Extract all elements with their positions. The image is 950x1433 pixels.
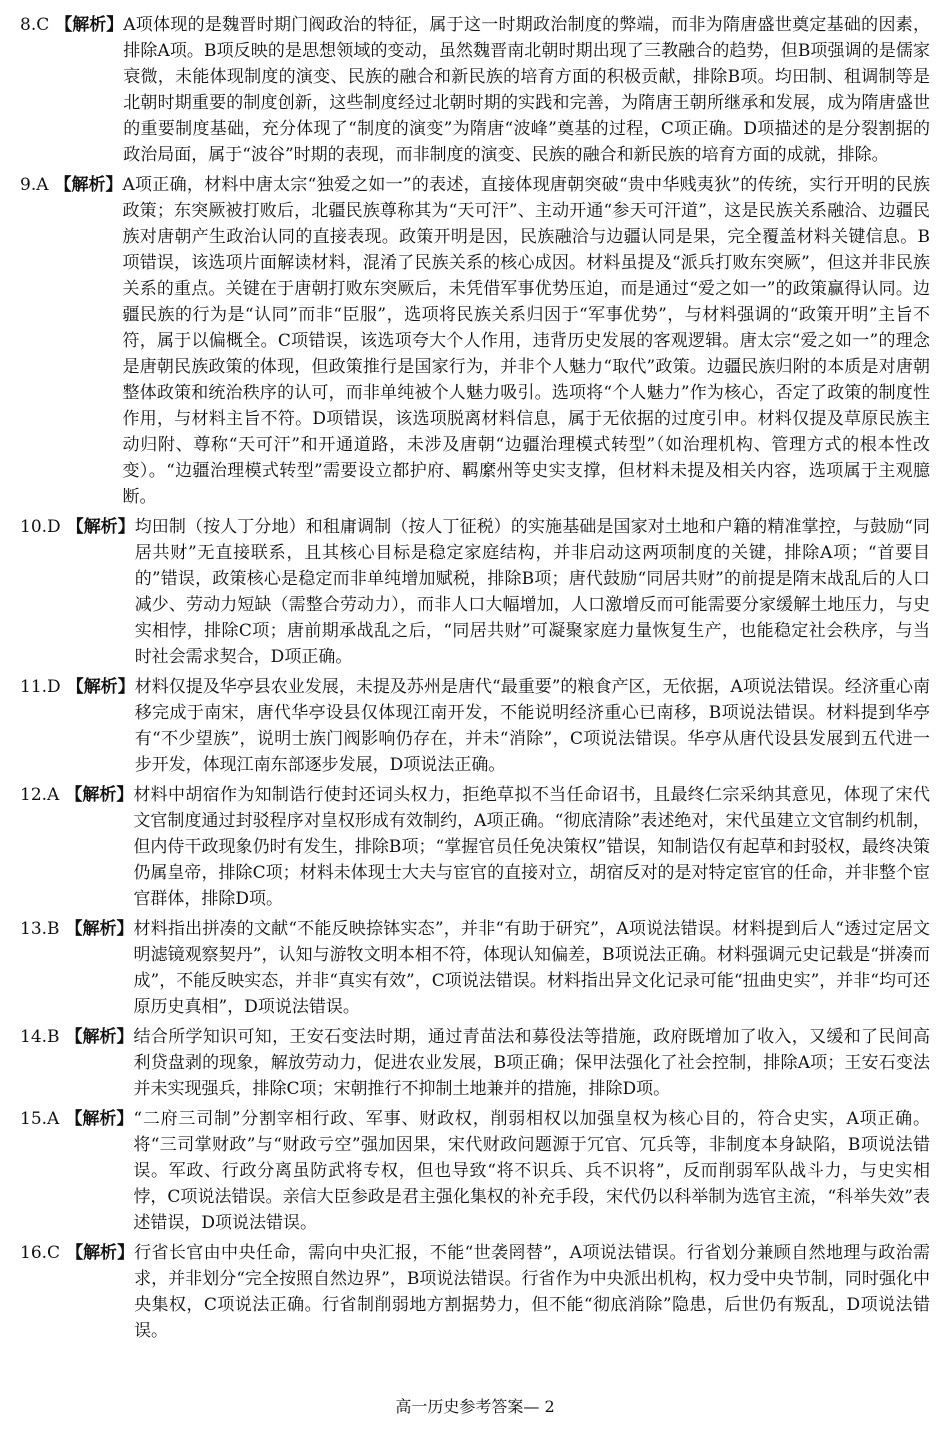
question-block-14 — [20, 1024, 930, 1102]
answer-letter: C — [47, 1243, 61, 1263]
explanation-text: 材料指出拼凑的文献“不能反映捺钵实态”，并非“有助于研究”，A项说法错误。材料提到后人“透过定居文明滤镜观察契丹”，认知与游牧文明本相不符，体现认知偏差，B项说法正确。材料强调元史记载是“拼凑而成”，不能反映实态，并非“真实有效”，C项说法错误。材料指出异文化记录可能“扭曲史实”，并非“均可还原历史真相”，D项说法错误。 — [133, 919, 930, 1017]
explanation-text: A项正确，材料中唐太宗“独爱之如一”的表述，直接体现唐朝突破“贵中华贱夷狄”的传统，实行开明的民族政策；东突厥被打败后，北疆民族尊称其为“天可汗”、主动开通“参天可汗道”，这是民族关系融洽、边疆民族对唐朝产生政治认同的直接表现。政策开明是因，民族融洽与边疆认同是果，完全覆盖材料关键信息。B项错误，该选项片面解读材料，混淆了民族关系的核心成因。材料虽提及“派兵打败东突厥”，但这并非民族关系的重点。关键在于唐朝打败东突厥后，未凭借军事优势压迫，而是通过“爱之如一”的政策赢得认同。边疆民族的行为是“认同”而非“臣服”，选项将民族关系归因于“军事优势”，与材料强调的“政策开明”主旨不符，属于以偏概全。C项错误，该选项夸大个人作用，违背历史发展的客观逻辑。唐太宗“爱之如一”的理念是唐朝民族政策的体现，但政策推行是国家行为，并非个人魅力“取代”政策。边疆民族归附的本质是对唐朝整体政策和统治秩序的认可，而非单纯被个人魅力吸引。选项将“个人魅力”作为核心，否定了政策的制度性作用，与材料主旨不符。D项错误，该选项脱离材料信息，属于无依据的过度引申。材料仅提及草原民族主动归附、尊称“天可汗”和开通道路，未涉及唐朝“边疆治理模式转型”（如治理机构、管理方式的根本性改变）。“边疆治理模式转型”需要设立都护府、羁縻州等史实支撑，但材料未提及相关内容，选项属于主观臆断。 — [122, 175, 930, 507]
question-block-8 — [20, 12, 930, 168]
question-block-15 — [20, 1106, 930, 1236]
explanation-text: 行省长官由中央任命，需向中央汇报，不能“世袭罔替”，A项说法错误。行省划分兼顾自然地理与政治需求，并非划分“完全按照自然边界”，B项说法错误。行省作为中央派出机构，权力受中央节制，同时强化中央集权，C项说法正确。行省制削弱地方割据势力，但不能“彻底消除”隐患，后世仍有叛乱，D项说法错误。 — [134, 1243, 930, 1341]
answer-letter: D — [47, 677, 61, 697]
answer-letter: D — [47, 517, 61, 537]
explanation-text: 结合所学知识可知，王安石变法时期，通过青苗法和募役法等措施，政府既增加了收入，又缓和了民间高利贷盘剥的现象，解放劳动力，促进农业发展，B项正确；保甲法强化了社会控制，排除A项；王安石变法并未实现强兵，排除C项；宋朝推行不抑制土地兼并的措施，排除D项。 — [133, 1027, 930, 1099]
question-number: 16. — [20, 1243, 48, 1263]
answer-letter: A — [36, 175, 49, 195]
explanation-text: A项体现的是魏晋时期门阀政治的特征，属于这一时期政治制度的弊端，而非为隋唐盛世奠定基础的因素，排除A项。B项反映的是思想领域的变动，虽然魏晋南北朝时期出现了三教融合的趋势，但B项强调的是儒家衰微，未能体现制度的演变、民族的融合和新民族的培育方面的积极贡献，排除B项。均田制、租调制等是北朝时期重要的制度创新，这些制度经过北朝时期的实践和完善，为隋唐王朝所继承和发展，成为隋唐盛世的重要制度基础，充分体现了“制度的演变”为隋唐“波峰”奠基的过程，C项正确。D项描述的是分裂割据的政治局面，属于“波谷”时期的表现，而非制度的演变、民族的融合和新民族的培育方面的成就，排除。 — [123, 15, 930, 165]
question-block-12 — [20, 782, 930, 912]
question-block-9 — [20, 172, 930, 510]
question-number: 11. — [20, 677, 48, 697]
question-label — [20, 1024, 134, 1050]
analysis-tag: 【解析】 — [65, 1027, 134, 1047]
analysis-tag: 【解析】 — [66, 517, 135, 537]
question-number: 8. — [20, 15, 37, 35]
explanation-text: 材料仅提及华亭县农业发展，未提及苏州是唐代“最重要”的粮食产区，无依据，A项说法错误。经济重心南移完成于南宋，唐代华亭设县仅体现江南开发，不能说明经济重心已南移，B项说法错误。材料提到华亭有“不少望族”，说明士族门阀影响仍存在，并未“消除”，C项说法错误。华亭从唐代设县发展到五代进一步开发，体现江南东部逐步发展，D项说法正确。 — [134, 677, 930, 775]
answer-letter: C — [36, 15, 50, 35]
question-number: 10. — [20, 517, 48, 537]
question-label — [20, 172, 123, 198]
explanation-text: 均田制（按人丁分地）和租庸调制（按人丁征税）的实施基础是国家对土地和户籍的精准掌控，与鼓励“同居共财”无直接联系，且其核心目标是稳定家庭结构，并非启动这两项制度的关键，排除A项；“首要目的”错误，政策核心是稳定而非单纯增加赋税，排除B项；唐代鼓励“同居共财”的前提是隋末战乱后的人口减少、劳动力短缺（需整合劳动力），而非人口大幅增加，人口激增反而可能需要分家缓解土地压力，与史实相悖，排除C项；唐前期承战乱之后，“同居共财”可凝聚家庭力量恢复生产，也能稳定社会秩序，与当时社会需求契合，D项正确。 — [134, 517, 930, 667]
analysis-tag: 【解析】 — [65, 785, 134, 805]
question-number: 12. — [20, 785, 48, 805]
question-number: 14. — [20, 1027, 48, 1047]
question-label — [20, 1240, 134, 1266]
explanation-text: 材料中胡宿作为知制诰行使封还词头权力，拒绝草拟不当任命诏书，且最终仁宗采纳其意见，体现了宋代文官制度通过封驳程序对皇权形成有效制约，A项正确。“彻底清除”表述绝对，宋代虽建立文官制约机制，但内侍干政现象仍时有发生，排除B项；“掌握官员任免决策权”错误，知制诰仅有起草和封驳权，最终决策仍属皇帝，排除C项；材料未体现士大夫与宦官的直接对立，胡宿反对的是对特定宦官的任命，并非整个宦官群体，排除D项。 — [133, 785, 930, 909]
answer-letter: B — [47, 1027, 60, 1047]
question-block-16 — [20, 1240, 930, 1344]
question-label — [20, 514, 135, 540]
analysis-tag: 【解析】 — [66, 1243, 135, 1263]
answer-letter: A — [47, 785, 60, 805]
question-label — [20, 12, 123, 38]
question-number: 15. — [20, 1109, 48, 1129]
question-block-13 — [20, 916, 930, 1020]
page-number-label: 高一历史参考答案— 2 — [395, 1397, 555, 1416]
question-block-11 — [20, 674, 930, 778]
explanation-text: “二府三司制”分割宰相行政、军事、财政权，削弱相权以加强皇权为核心目的，符合史实，A项正确。将“三司掌财政”与“财政亏空”强加因果，宋代财政问题源于冗官、冗兵等，非制度本身缺陷，B项说法错误。军政、行政分离虽防武将专权，但也导致“将不识兵、兵不识将”，反而削弱军队战斗力，与史实相悖，C项说法错误。亲信大臣参政是君主强化集权的补充手段，宋代仍以科举制为选官主流，“科举失效”表述错误，D项说法错误。 — [133, 1109, 930, 1233]
page-footer — [0, 1396, 950, 1418]
question-block-10 — [20, 514, 930, 670]
analysis-tag: 【解析】 — [65, 1109, 134, 1129]
question-label — [20, 1106, 133, 1132]
analysis-tag: 【解析】 — [54, 175, 123, 195]
question-number: 13. — [20, 919, 48, 939]
answer-letter: A — [47, 1109, 60, 1129]
analysis-tag: 【解析】 — [65, 919, 134, 939]
question-number: 9. — [20, 175, 37, 195]
question-label — [20, 916, 134, 942]
analysis-tag: 【解析】 — [66, 677, 135, 697]
question-label — [20, 674, 135, 700]
analysis-tag: 【解析】 — [55, 15, 124, 35]
answer-letter: B — [47, 919, 60, 939]
question-label — [20, 782, 133, 808]
